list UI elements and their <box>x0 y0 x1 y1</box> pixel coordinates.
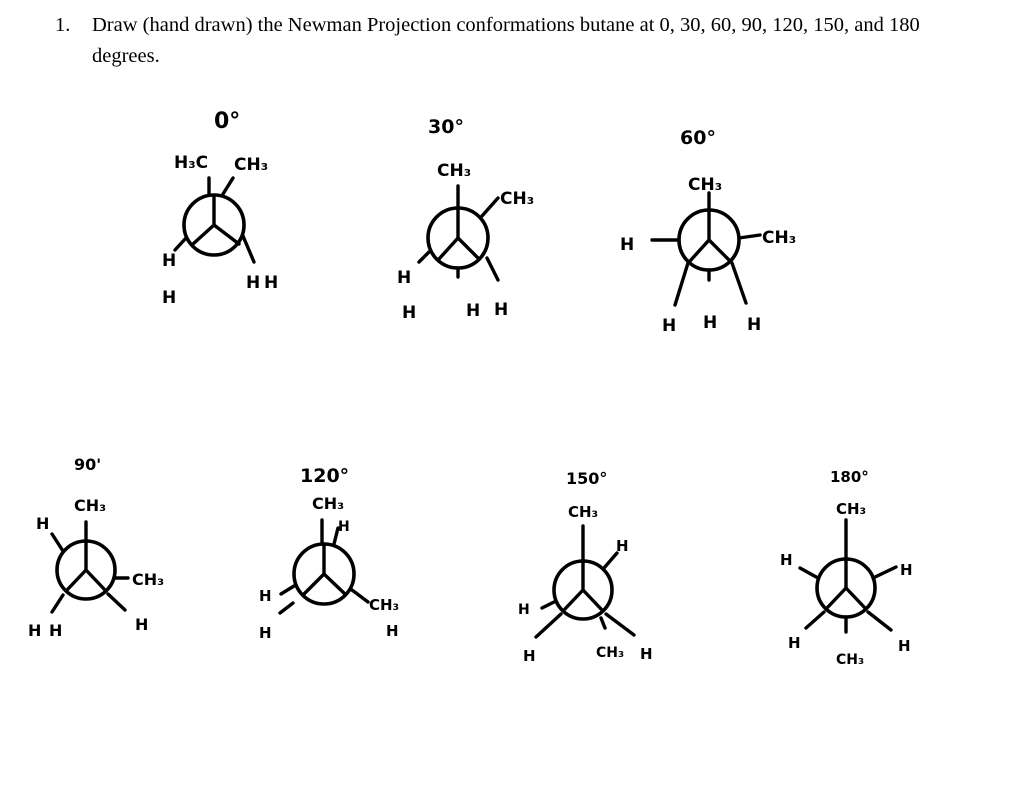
substituent-label: CH₃ <box>688 175 723 195</box>
front-bond-h <box>806 612 824 628</box>
rear-bond-h <box>542 602 554 608</box>
substituent-label: CH₃ <box>369 596 400 614</box>
substituent-label: H <box>620 235 635 255</box>
substituent-label: H <box>518 602 530 618</box>
substituent-label: H <box>259 587 272 605</box>
substituent-label: H₃C <box>174 153 209 173</box>
substituent-label: H <box>780 551 793 569</box>
substituent-label: H <box>338 519 350 535</box>
front-bond-h <box>280 603 293 613</box>
substituent-label: H <box>898 637 911 655</box>
substituent-label: CH₃ <box>596 645 625 661</box>
front-bond-lower-right <box>214 225 239 244</box>
substituent-label: CH₃ <box>312 494 345 513</box>
substituent-label: H <box>135 615 149 634</box>
front-bond-lower-right <box>846 588 865 608</box>
newman-projection-180 <box>780 468 913 668</box>
rear-bond-h <box>419 252 429 262</box>
front-bond-lower-right <box>86 570 105 590</box>
rear-bond-h <box>281 586 294 594</box>
substituent-label: CH₃ <box>836 500 867 518</box>
substituent-label: H <box>523 647 536 665</box>
substituent-label: H <box>162 251 177 271</box>
substituent-label: H <box>246 273 261 293</box>
rear-bond-h <box>487 258 498 280</box>
substituent-label: H <box>788 634 801 652</box>
substituent-label: CH₃ <box>500 189 535 209</box>
front-bond-lower-left <box>193 225 214 244</box>
rear-bond-h <box>800 568 818 578</box>
substituent-label: H <box>703 313 718 333</box>
angle-label: 180° <box>830 468 869 486</box>
substituent-label: CH₃ <box>74 496 107 515</box>
rear-bond-h <box>873 567 896 578</box>
front-bond-lower-left <box>564 590 583 610</box>
substituent-label: H <box>640 645 653 663</box>
rear-bond-methyl <box>352 590 368 602</box>
angle-label: 30° <box>428 116 464 138</box>
substituent-label: CH₃ <box>234 155 269 175</box>
front-bond-h <box>868 612 891 630</box>
substituent-label: H <box>494 300 509 320</box>
front-bond-lower-left <box>439 238 458 259</box>
substituent-label: CH₃ <box>836 652 865 668</box>
substituent-label: H <box>162 288 177 308</box>
front-bond-lower-left <box>690 240 709 261</box>
rear-bond-h <box>604 553 617 568</box>
front-bond-h <box>732 263 746 303</box>
angle-label: 60° <box>680 127 716 149</box>
front-bond-lower-right <box>458 238 479 259</box>
front-bond-h <box>52 595 63 612</box>
angle-label: 150° <box>566 469 608 488</box>
angle-label: 90' <box>74 455 102 474</box>
substituent-label: CH₃ <box>132 570 165 589</box>
substituent-label: H <box>28 621 42 640</box>
rear-bond-h <box>108 594 125 610</box>
substituent-label: H <box>616 537 629 555</box>
substituent-label: CH₃ <box>568 503 599 521</box>
front-bond-lower-left <box>304 574 324 594</box>
rear-bond-h <box>52 534 63 551</box>
front-bond-lower-right <box>583 590 602 610</box>
question-number: 1. <box>55 14 71 36</box>
front-bond-h <box>536 614 561 637</box>
front-bond-h <box>675 263 688 305</box>
front-bond-h <box>606 614 634 635</box>
newman-projection-120 <box>259 465 399 642</box>
rear-bond-methyl <box>223 178 233 194</box>
newman-projection-90 <box>28 455 164 640</box>
substituent-label: H <box>747 315 762 335</box>
newman-projection-60 <box>620 127 796 336</box>
newman-projection-30 <box>397 116 534 323</box>
substituent-label: H <box>402 303 417 323</box>
rear-bond-h <box>175 238 186 250</box>
substituent-label: H <box>466 301 481 321</box>
newman-projection-150 <box>518 469 653 665</box>
substituent-label: H <box>36 514 50 533</box>
substituent-label: CH₃ <box>762 228 797 248</box>
rear-bond-methyl <box>601 618 605 628</box>
substituent-label: H <box>662 316 677 336</box>
substituent-label: H <box>397 268 412 288</box>
rear-bond-methyl <box>739 235 760 238</box>
substituent-label: CH₃ <box>437 161 472 181</box>
substituent-label: H <box>264 273 279 293</box>
substituent-label: H <box>386 622 399 640</box>
front-bond-lower-right <box>709 240 730 261</box>
angle-label: 120° <box>300 465 350 487</box>
question-text: Draw (hand drawn) the Newman Projection conformations butane at 0, 30, 60, 90, 120, 150, and 180 degrees. <box>92 14 920 67</box>
substituent-label: H <box>259 624 272 642</box>
front-bond-lower-left <box>827 588 846 608</box>
rear-bond-h <box>243 236 254 262</box>
substituent-label: H <box>900 561 913 579</box>
angle-label: 0° <box>214 109 241 134</box>
front-bond-lower-left <box>67 570 86 590</box>
front-bond-lower-right <box>324 574 345 594</box>
substituent-label: H <box>49 621 63 640</box>
rear-bond-methyl <box>482 198 498 216</box>
newman-projection-0 <box>162 109 278 308</box>
